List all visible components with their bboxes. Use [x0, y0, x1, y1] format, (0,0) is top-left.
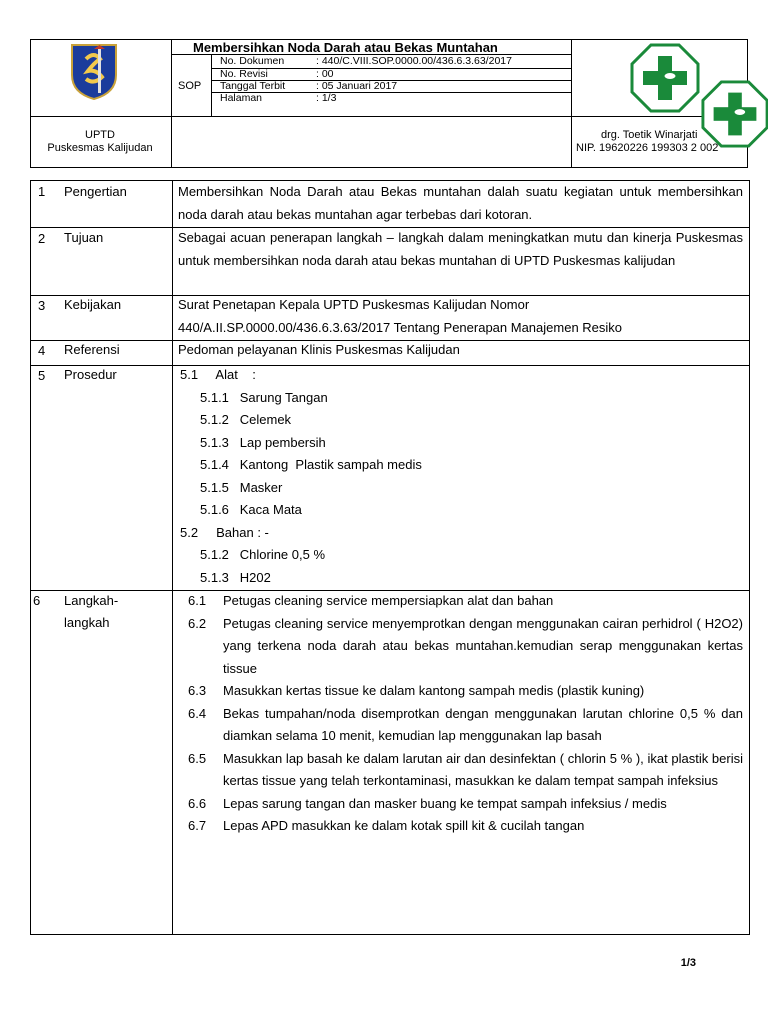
section-label: Tujuan — [64, 230, 104, 245]
revision-label: No. Revisi — [220, 68, 268, 80]
revision-value: : 00 — [316, 68, 334, 80]
section-label: Pengertian — [64, 184, 127, 199]
step-number: 6.5 — [188, 750, 207, 766]
alat-item: 5.1.5 Masker — [200, 479, 283, 495]
section-label: Prosedur — [64, 367, 117, 382]
step-text: Lepas sarung tangan dan masker buang ke tempat sampah infeksius / medis — [223, 795, 667, 811]
section-number: 5 — [38, 368, 46, 383]
alat-item: 5.1.6 Kaca Mata — [200, 502, 302, 517]
step-item — [186, 703, 743, 748]
org-uptd: UPTD — [85, 129, 115, 141]
section-number: 3 — [38, 298, 46, 313]
org-name: Puskesmas Kalijudan — [47, 142, 153, 154]
step-text: Masukkan kertas tissue ke dalam kantong sampah medis (plastik kuning) — [223, 683, 645, 698]
alat-item: 5.1.1 Sarung Tangan — [200, 389, 328, 405]
section-text: Sebagai acuan penerapan langkah – langkah dalam meningkatkan mutu dan kinerja Puskesmas untuk membersihkan noda darah atau bekas muntahan di UPTD Puskesmas kalijudan — [178, 230, 743, 268]
issue-date-value: : 05 Januari 2017 — [316, 80, 398, 92]
step-number: 6.3 — [188, 683, 207, 698]
alat-item: 5.1.2 Celemek — [200, 412, 292, 427]
sop-content-table — [30, 180, 750, 935]
step-number: 6.6 — [188, 795, 207, 811]
document-title: Membersihkan Noda Darah atau Bekas Muntahan — [193, 40, 498, 55]
step-item — [186, 815, 743, 838]
alat-item: 5.1.4 Kantong Plastik sampah medis — [200, 457, 422, 472]
section-label: Referensi — [64, 342, 120, 357]
doc-no-label: No. Dokumen — [220, 55, 285, 67]
step-text: Petugas cleaning service menyemprotkan dengan menggunakan cairan perhidrol ( H2O2) yang terkena noda darah atau bekas muntahan.kemudian serap menggunakan kertas tissue — [223, 615, 743, 676]
sop-label: SOP — [178, 80, 202, 92]
step-item — [186, 748, 743, 793]
bahan-heading: 5.2 Bahan : - — [180, 524, 269, 540]
step-item — [186, 590, 743, 613]
step-item — [186, 793, 743, 816]
section-text: Surat Penetapan Kepala UPTD Puskesmas Kalijudan Nomor 440/A.II.SP.0000.00/436.6.3.63/2017 Tentang Penerapan Manajemen Resiko — [178, 297, 623, 335]
step-number: 6.7 — [188, 818, 207, 833]
doc-no-value: : 440/C.VIII.SOP.0000.00/436.6.3.63/2017 — [316, 55, 512, 67]
section-text: Membersihkan Noda Darah atau Bekas muntahan dalah suatu kegiatan untuk membersihkan noda darah atau bekas muntahan agar terbebas dari kotoran. — [178, 184, 743, 222]
step-text: Lepas APD masukkan ke dalam kotak spill kit & cucilah tangan — [223, 818, 585, 833]
section-number: 1 — [38, 184, 46, 199]
alat-heading: 5.1 Alat : — [180, 367, 256, 382]
section-label: Langkah- — [64, 593, 119, 608]
bahan-item: 5.1.3 H202 — [200, 569, 271, 585]
step-text: Petugas cleaning service mempersiapkan alat dan bahan — [223, 593, 554, 608]
step-number: 6.4 — [188, 705, 207, 721]
puskesmas-logo — [629, 42, 701, 114]
section-number: 6 — [33, 593, 41, 608]
signer-name: drg. Toetik Winarjati — [601, 129, 698, 141]
step-number: 6.1 — [188, 593, 207, 608]
step-text: Bekas tumpahan/noda disemprotkan dengan menggunakan larutan chlorine 0,5 % dan diamkan selama 10 menit, kemudian lap menggunakan lap basah — [223, 705, 743, 743]
steps-list — [186, 590, 743, 838]
section-label: Kebijakan — [64, 297, 122, 312]
step-text: Masukkan lap basah ke dalam larutan air dan desinfektan ( chlorin 5 % ), ikat plastik berisi kertas tissue yang telah terkontaminasi, masukkan ke dalam tempat sampah infeksius — [223, 750, 743, 788]
issue-date-label: Tanggal Terbit — [220, 80, 286, 92]
step-number: 6.2 — [188, 615, 207, 631]
section-label-cont: langkah — [64, 615, 110, 630]
alat-item: 5.1.3 Lap pembersih — [200, 434, 326, 450]
page-label: Halaman — [220, 92, 263, 104]
page-value: : 1/3 — [316, 92, 337, 104]
step-item — [186, 613, 743, 681]
prosedur-list — [180, 364, 422, 589]
signer-nip: NIP. 19620226 199303 2 002 — [576, 142, 719, 154]
city-emblem-logo — [64, 41, 124, 101]
page-number: 1/3 — [680, 957, 696, 969]
section-number: 4 — [38, 343, 46, 358]
bahan-item: 5.1.2 Chlorine 0,5 % — [200, 547, 326, 562]
section-text: Pedoman pelayanan Klinis Puskesmas Kalijudan — [178, 342, 460, 357]
puskesmas-logo-overlay — [700, 78, 768, 150]
step-item — [186, 680, 743, 703]
section-number: 2 — [38, 231, 46, 246]
